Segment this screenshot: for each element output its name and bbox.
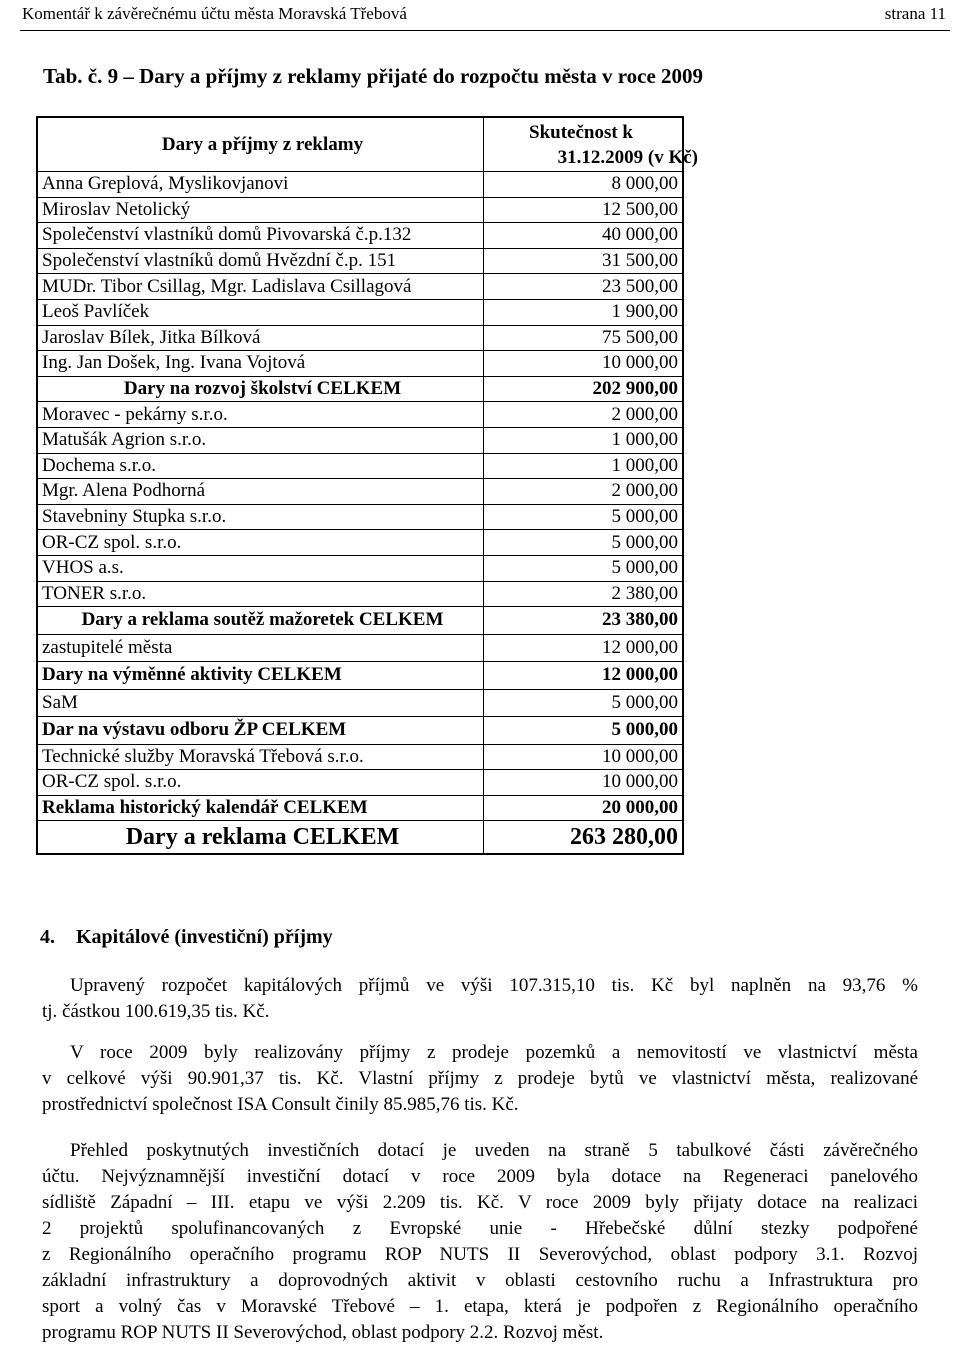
paragraph-line: tj. částkou 100.619,35 tis. Kč. [42,1001,270,1022]
amount: 5 000,00 [611,506,678,528]
table-row [38,555,682,581]
table-row [38,197,682,223]
amount: 40 000,00 [602,224,678,246]
paragraph-line: Přehled poskytnutých investičních dotací je uveden na straně 5 tabulkové části závěrečného [70,1140,918,1161]
paragraph-line: 2 projektů spolufinancovaných z Evropské unie - Hřebečské důlní stezky podpořené [42,1218,918,1239]
grand-total-amount: 263 280,00 [570,823,678,850]
column-header-value-line1: Skutečnost k [529,121,633,143]
table-row [38,401,682,427]
table-row [38,504,682,530]
subtotal-amount: 12 000,00 [602,664,678,686]
amount: 1 000,00 [611,454,678,476]
table-row [38,634,682,662]
grants-table [36,116,698,855]
donor-name: OR-CZ spol. s.r.o. [38,770,484,795]
donor-name: SaM [38,690,484,717]
page-header [20,0,950,31]
amount: 1 900,00 [611,301,678,323]
amount: 10 000,00 [602,352,678,374]
donor-name: Mgr. Alena Podhorná [38,479,484,504]
paragraph-line: základní infrastruktury a doprovodných aktivit v oblasti cestovního ruchu a Infrastruktura pro [42,1270,918,1291]
page-number: strana 11 [884,4,946,23]
donor-name: MUDr. Tibor Csillag, Mgr. Ladislava Csillagová [38,274,484,299]
table-row [38,581,682,607]
amount: 5 000,00 [611,531,678,553]
table-row [38,299,682,325]
paragraph-line: Upravený rozpočet kapitálových příjmů ve výši 107.315,10 tis. Kč byl naplněn na 93,76 % [70,975,918,996]
donor-name: Společenství vlastníků domů Hvězdní č.p. 151 [38,249,484,274]
table-row [38,529,682,555]
subtotal-row [38,376,682,402]
subtotal-row [38,661,682,689]
paragraph-line: programu ROP NUTS II Severovýchod, oblast podpory 2.2. Rozvoj měst. [42,1322,604,1343]
donor-name: Stavebniny Stupka s.r.o. [38,505,484,530]
donor-name: zastupitelé města [38,635,484,662]
section-heading [40,926,333,949]
table-row [38,478,682,504]
column-header-value [484,118,698,171]
amount: 31 500,00 [602,250,678,272]
table-row [38,350,682,376]
paragraph-line: prostřednictví společnost ISA Consult činily 85.985,76 tis. Kč. [42,1094,519,1115]
table-row [38,248,682,274]
column-header-name: Dary a příjmy z reklamy [38,118,484,171]
table-row [38,689,682,717]
subtotal-row [38,606,682,634]
table-header-row [38,118,698,171]
subtotal-row [38,716,682,744]
donor-name: Dochema s.r.o. [38,454,484,479]
paragraph-capital-budget [42,973,918,1025]
subtotal-label: Dar na výstavu odboru ŽP CELKEM [38,717,484,744]
table-row [38,273,682,299]
donor-name: Miroslav Netolický [38,198,484,223]
amount: 2 000,00 [611,403,678,425]
amount: 12 500,00 [602,198,678,220]
paragraph-line: v celkové výši 90.901,37 tis. Kč. Vlastní příjmy z prodeje bytů ve vlastnictví města, realizované [42,1068,918,1089]
amount: 1 000,00 [611,429,678,451]
paragraph-line: z Regionálního operačního programu ROP NUTS II Severovýchod, oblast podpory 3.1. Rozvoj [42,1244,918,1265]
donor-name: Technické služby Moravská Třebová s.r.o. [38,745,484,770]
donor-name: OR-CZ spol. s.r.o. [38,530,484,555]
amount: 5 000,00 [611,557,678,579]
paragraph-property-sales [42,1040,918,1118]
grand-total-row [38,820,682,853]
table-row [38,769,682,795]
paragraph-line: V roce 2009 byly realizovány příjmy z prodeje pozemků a nemovitostí ve vlastnictví města [70,1042,918,1063]
table-row [38,427,682,453]
amount: 2 000,00 [611,480,678,502]
paragraph-line: účtu. Nejvýznamnější investiční dotací v roce 2009 byla dotace na Regeneraci panelového [42,1166,918,1187]
paragraph-line: sídliště Západní – III. etapu ve výši 2.209 tis. Kč. V roce 2009 byly přijaty dotace na realizaci [42,1192,918,1213]
amount: 5 000,00 [611,691,678,713]
subtotal-label: Dary a reklama soutěž mažoretek CELKEM [38,607,484,634]
amount: 10 000,00 [602,745,678,767]
donor-name: Společenství vlastníků domů Pivovarská č.p.132 [38,223,484,248]
donor-name: Moravec - pekárny s.r.o. [38,402,484,427]
subtotal-row [38,795,682,821]
column-header-value-line2: 31.12.2009 (v Kč) [557,146,698,168]
subtotal-label: Dary na rozvoj školství CELKEM [38,377,484,402]
amount: 8 000,00 [611,173,678,195]
table-row [38,222,682,248]
table-row [38,453,682,479]
subtotal-amount: 202 900,00 [592,378,678,400]
amount: 12 000,00 [602,636,678,658]
table-row [38,171,682,197]
donor-name: Ing. Jan Došek, Ing. Ivana Vojtová [38,351,484,376]
section-title: Kapitálové (investiční) příjmy [76,926,333,948]
subtotal-amount: 5 000,00 [611,719,678,741]
donor-name: VHOS a.s. [38,556,484,581]
donor-name: TONER s.r.o. [38,582,484,607]
amount: 2 380,00 [611,582,678,604]
subtotal-amount: 23 380,00 [602,609,678,631]
amount: 10 000,00 [602,771,678,793]
subtotal-label: Dary na výměnné aktivity CELKEM [38,662,484,689]
donor-name: Anna Greplová, Myslikovjanovi [38,172,484,197]
table-row [38,325,682,351]
subtotal-amount: 20 000,00 [602,797,678,819]
amount: 75 500,00 [602,326,678,348]
table-row [38,744,682,770]
donor-name: Leoš Pavlíček [38,300,484,325]
donor-name: Jaroslav Bílek, Jitka Bílková [38,326,484,351]
subtotal-label: Reklama historický kalendář CELKEM [38,796,484,821]
section-number: 4. [40,926,55,948]
amount: 23 500,00 [602,275,678,297]
table-caption: Tab. č. 9 – Dary a příjmy z reklamy přijaté do rozpočtu města v roce 2009 [43,64,704,88]
paragraph-investment-grants [42,1138,918,1346]
donor-name: Matušák Agrion s.r.o. [38,428,484,453]
grand-total-label: Dary a reklama CELKEM [38,821,484,853]
document-title: Komentář k závěrečnému účtu města Moravská Třebová [22,4,407,23]
paragraph-line: sport a volný čas v Moravské Třebové – 1. etapa, která je podpořen z Regionálního operačního [42,1296,918,1317]
